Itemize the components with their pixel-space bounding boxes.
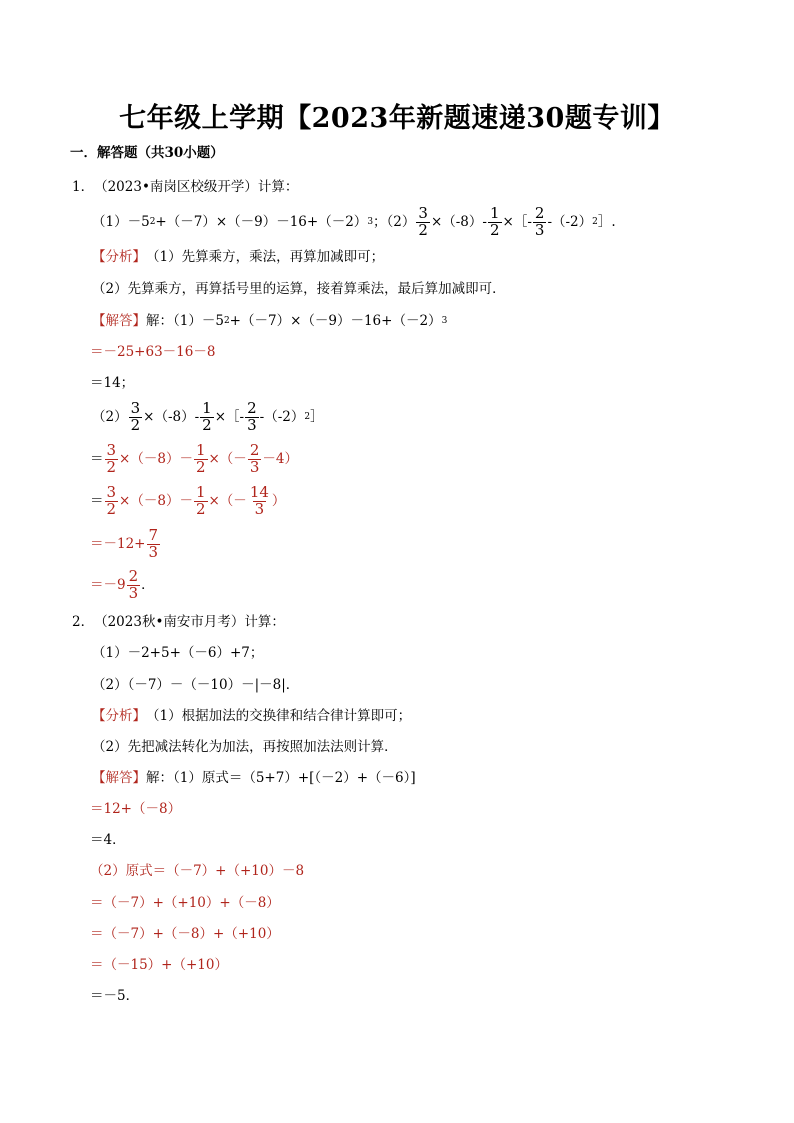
expr-text: ×［- <box>214 409 245 425</box>
expr-text: ×（－8）－ <box>119 451 193 467</box>
q2-step-7: ＝－5． <box>90 988 140 1004</box>
problem-part-2-label: ；（2） <box>373 214 416 230</box>
section-heading: 一．解答题（共30小题） <box>70 145 224 161</box>
q1-step-6 <box>90 527 161 561</box>
fraction: $\frac{2}{3}$ <box>534 203 545 239</box>
q1-step-7 <box>90 568 155 602</box>
expr-text: ＝ <box>90 493 104 509</box>
q2-analysis-1 <box>92 706 411 726</box>
fraction: $\frac{7}{3}$ <box>148 525 159 561</box>
problem-part-1-rest: +（－7）×（－9）－16+（－2） <box>155 214 368 230</box>
fraction: $\frac{3}{2}$ <box>106 440 117 476</box>
expr-text: ） <box>271 493 286 509</box>
q1-step-5 <box>90 484 285 518</box>
expr-text: （2） <box>92 409 128 425</box>
expr-text: ×［- <box>502 214 532 230</box>
answer-text: 解：（1）原式＝（5+7）+[（－2）+（－6）] <box>146 770 416 786</box>
q1-step-4 <box>90 442 298 476</box>
answer-tag: 【解答】 <box>92 313 146 329</box>
expr-text: ＝－9 <box>90 577 126 593</box>
fraction: $\frac{2}{3}$ <box>249 440 260 476</box>
analysis-tag: 【分析】 <box>92 708 146 724</box>
page-title: 七年级上学期【2023年新题速递30题专训】 <box>119 103 675 134</box>
question-1-problem: （1）－5 2 +（－7）×（－9）－16+（－2） 3 ；（2） $\frac{3}{2}$ ×（-8）- $\frac{1}{2}$ ×［- $\frac{2}{3}$ -（-2） 2 ］. <box>92 203 616 239</box>
q2-problem-1: （1）－2+5+（－6）+7； <box>92 645 264 661</box>
fraction: $\frac{1}{2}$ <box>202 398 212 434</box>
expr-text: ． <box>141 577 155 593</box>
fraction: $\frac{3}{2}$ <box>106 482 117 518</box>
expr-text: ×（－8）－ <box>119 493 193 509</box>
fraction: $\frac{1}{2}$ <box>489 203 500 239</box>
expr-text: －4） <box>262 451 298 467</box>
question-2-header <box>72 612 285 632</box>
answer-tag: 【解答】 <box>92 770 146 786</box>
q2-step-3: （2）原式＝（－7）+（+10）－8 <box>90 863 305 879</box>
q2-analysis-2: （2）先把减法转化为加法，再按照加法法则计算． <box>92 739 398 755</box>
fraction: $\frac{2}{3}$ <box>128 566 139 602</box>
q2-step-1: ＝12+（－8） <box>90 801 182 817</box>
q1-analysis-2: （2）先算乘方，再算括号里的运算，接着算乘法，最后算加减即可． <box>92 281 506 297</box>
question-source: （2023秋•南安市月考）计算： <box>94 614 285 630</box>
q1-analysis-1 <box>92 247 384 267</box>
analysis-tag: 【分析】 <box>92 249 146 265</box>
expr-text: ＝ <box>90 451 104 467</box>
question-number: 1． <box>72 179 95 195</box>
expr-text: ×（－ <box>208 493 247 509</box>
q2-step-5: ＝（－7）+（－8）+（+10） <box>90 926 280 942</box>
question-number: 2． <box>72 614 95 630</box>
fraction: $\frac{1}{2}$ <box>195 440 206 476</box>
analysis-text: （1）根据加法的交换律和结合律计算即可； <box>146 708 412 724</box>
expr-text: ＝－12+ <box>90 536 146 552</box>
expr-text: -（-2） <box>259 409 305 425</box>
q1-step-3: （2） $\frac{3}{2}$ ×（-8）- $\frac{1}{2}$ ×［- $\frac{2}{3}$ -（-2） 2 ］ <box>92 398 324 434</box>
q2-answer-head <box>92 768 416 788</box>
fraction: $\frac{1}{2}$ <box>195 482 206 518</box>
expr-text: ］. <box>597 214 616 230</box>
fraction: $\frac{3}{2}$ <box>130 398 141 434</box>
q1-step-1: ＝－25+63－16－8 <box>90 344 216 360</box>
answer-text: +（－7）×（－9）－16+（－2） <box>229 313 442 329</box>
q2-problem-2: （2）（－7）－（－10）－|－8|． <box>92 677 300 693</box>
expr-text: ×（-8）- <box>430 214 487 230</box>
analysis-text: （1）先算乘方，乘法，再算加减即可； <box>146 249 385 265</box>
q2-step-6: ＝（－15）+（+10） <box>90 957 228 973</box>
expr-text: ×（-8）- <box>143 409 200 425</box>
expr-text: ］ <box>310 409 324 425</box>
q1-answer-head: 【解答】 解：（1）－5 2 +（－7）×（－9）－16+（－2） 3 <box>92 313 448 329</box>
q1-step-2: ＝14； <box>90 375 135 391</box>
fraction: $\frac{3}{2}$ <box>418 203 428 239</box>
answer-text: 解：（1）－5 <box>146 313 224 329</box>
question-1-header <box>72 177 298 197</box>
expr-text: -（-2） <box>547 214 593 230</box>
q2-step-2: ＝4． <box>90 832 126 848</box>
fraction: $\frac{14}{3}$ <box>249 482 269 518</box>
expr-text: ×（－ <box>208 451 247 467</box>
problem-part-1: （1）－5 <box>92 214 150 230</box>
fraction: $\frac{2}{3}$ <box>247 398 257 434</box>
question-source: （2023•南岗区校级开学）计算： <box>94 179 299 195</box>
q2-step-4: ＝（－7）+（+10）+（－8） <box>90 895 280 911</box>
